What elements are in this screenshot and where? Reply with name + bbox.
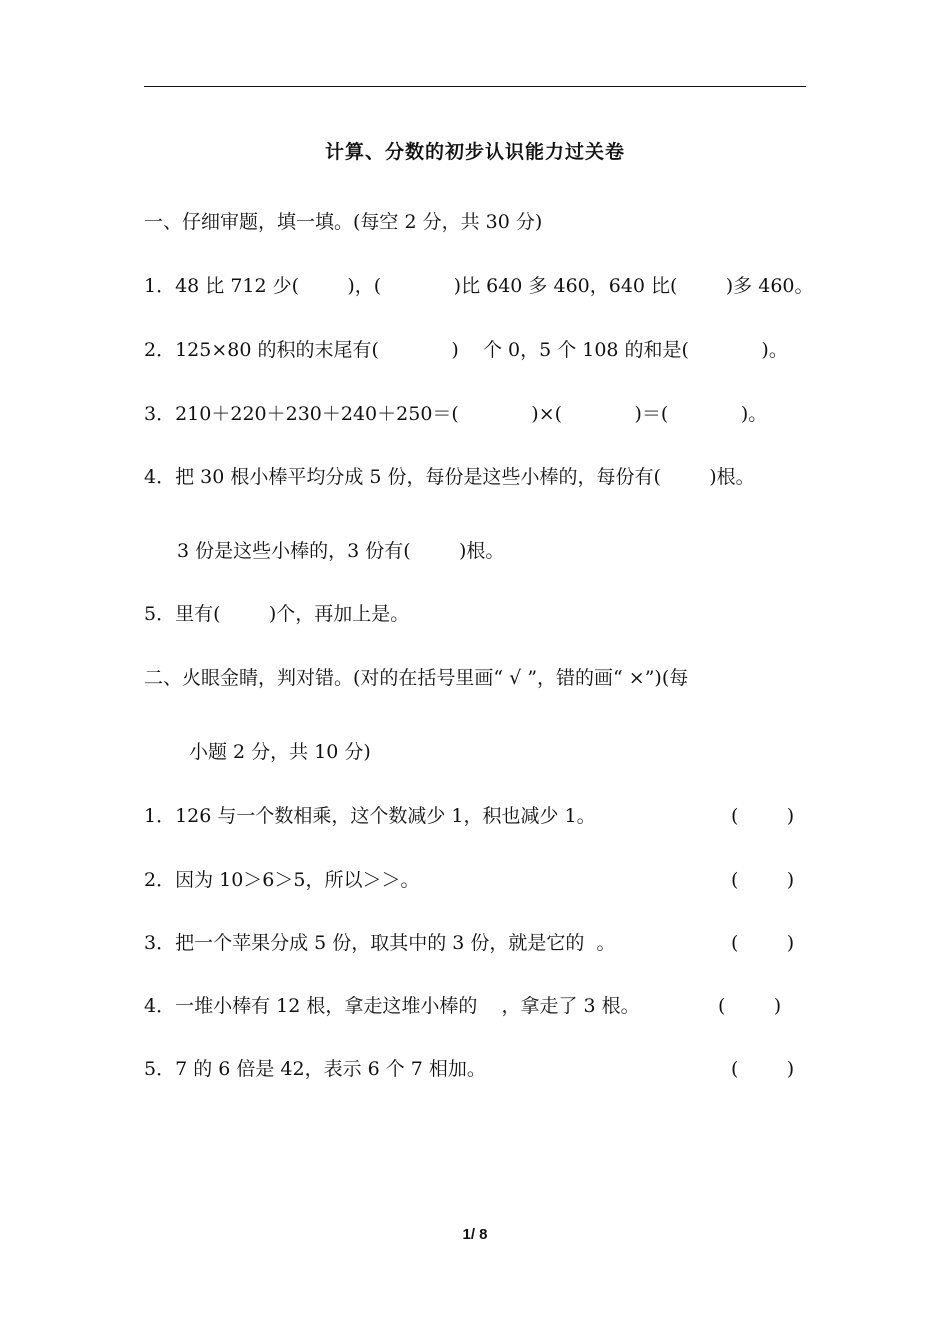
judge-answer-box-4: ( ) [718,995,782,1017]
page-number: 1/ 8 [462,1226,488,1243]
question-1-2: 2．125×80 的积的末尾有( ) 个 0，5 个 108 的和是( )。 [144,339,788,361]
page-title: 计算、分数的初步认识能力过关卷 [324,141,625,163]
judge-item-4: 4．一堆小棒有 12 根，拿走这堆小棒的 ，拿走了 3 根。 [144,995,640,1017]
judge-item-2: 2．因为 10＞6＞5，所以＞＞。 [144,869,420,891]
judge-item-5: 5．7 的 6 倍是 42，表示 6 个 7 相加。 [144,1058,486,1080]
section2-heading: 二、火眼金睛，判对错。(对的在括号里画“ √ ”，错的画“ ×”)(每 [144,667,689,689]
question-1-4: 4．把 30 根小棒平均分成 5 份，每份是这些小棒的，每份有( )根。 [144,466,755,488]
judge-answer-box-2: ( ) [731,869,795,891]
header-rule [144,86,806,87]
judge-answer-box-5: ( ) [731,1058,795,1080]
question-1-4-continued: 3 份是这些小棒的，3 份有( )根。 [177,540,505,562]
question-1-3: 3．210＋220＋230＋240＋250＝( )×( )＝( )。 [144,403,768,425]
judge-answer-box-3: ( ) [731,932,795,954]
judge-item-3: 3．把一个苹果分成 5 份，取其中的 3 份，就是它的 。 [144,932,616,954]
section2-heading-continued: 小题 2 分，共 10 分) [189,741,371,763]
judge-answer-box-1: ( ) [731,805,795,827]
judge-item-1: 1．126 与一个数相乘，这个数减少 1，积也减少 1。 [144,805,596,827]
question-1-5: 5．里有( )个，再加上是。 [144,603,410,625]
section1-heading: 一、仔细审题，填一填。(每空 2 分，共 30 分) [144,211,543,233]
question-1-1: 1．48 比 712 少( )，( )比 640 多 460，640 比( )多 460。 [144,275,814,297]
